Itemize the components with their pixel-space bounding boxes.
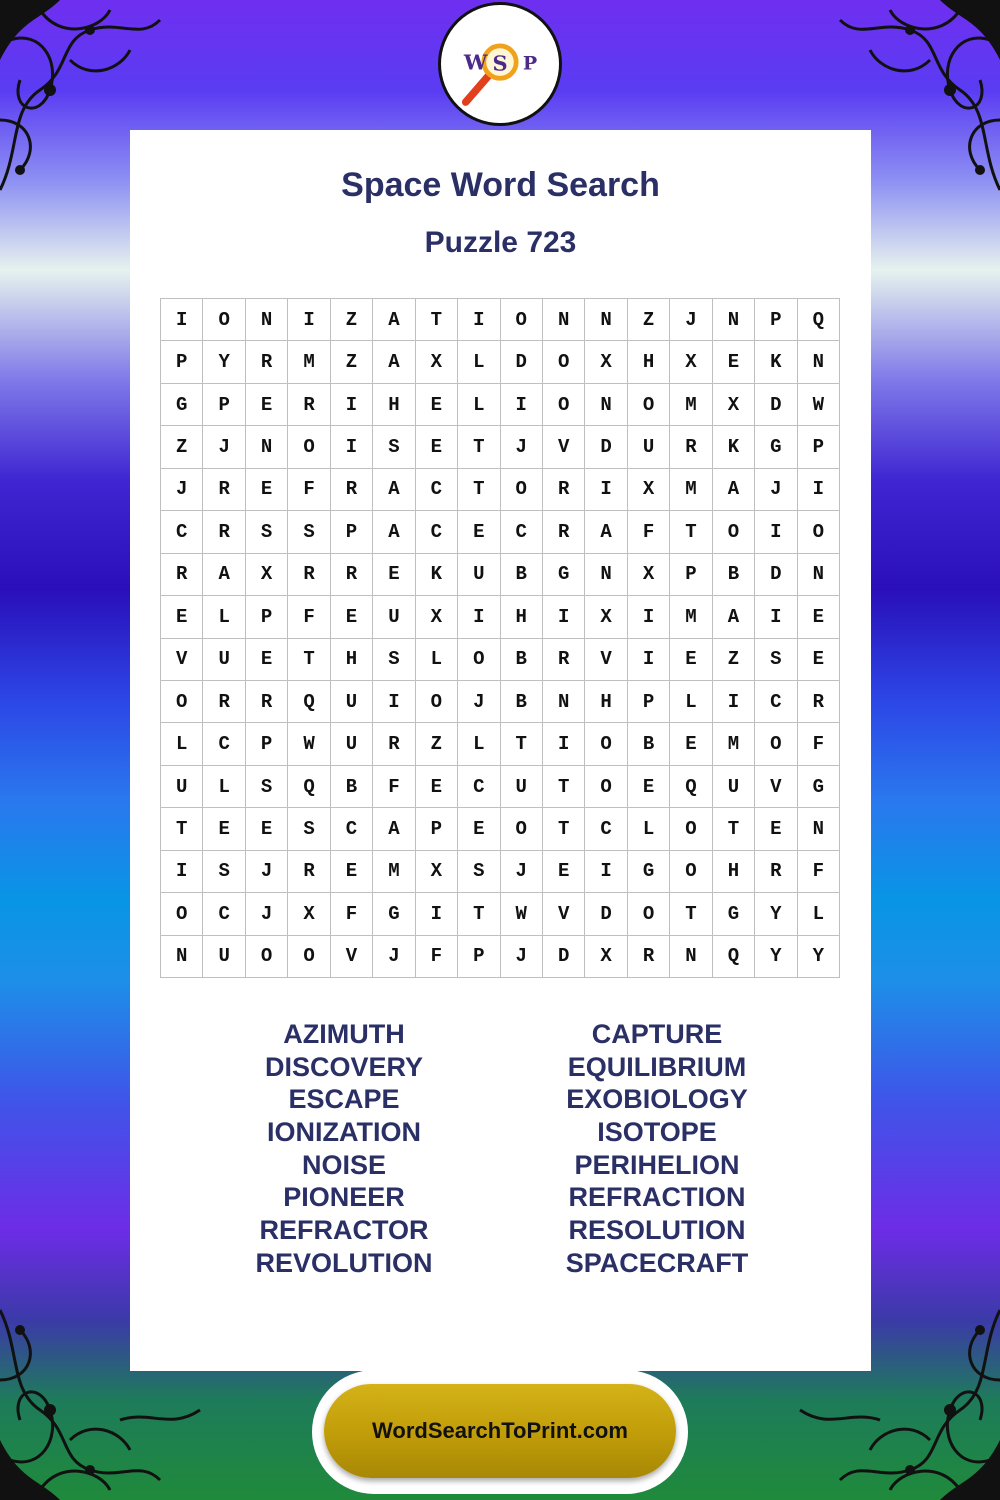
grid-cell[interactable]: R: [331, 554, 373, 596]
grid-cell[interactable]: I: [458, 299, 500, 341]
grid-cell[interactable]: X: [628, 469, 670, 511]
grid-cell[interactable]: O: [288, 426, 330, 468]
grid-cell[interactable]: P: [161, 341, 203, 383]
grid-cell[interactable]: G: [373, 893, 415, 935]
grid-cell[interactable]: H: [585, 681, 627, 723]
grid-cell[interactable]: B: [331, 766, 373, 808]
grid-cell[interactable]: S: [373, 639, 415, 681]
grid-cell[interactable]: L: [458, 384, 500, 426]
grid-cell[interactable]: N: [798, 341, 840, 383]
grid-cell[interactable]: C: [203, 893, 245, 935]
grid-cell[interactable]: P: [458, 936, 500, 978]
grid-cell[interactable]: E: [416, 384, 458, 426]
grid-cell[interactable]: X: [416, 341, 458, 383]
grid-cell[interactable]: Y: [798, 936, 840, 978]
grid-cell[interactable]: L: [798, 893, 840, 935]
grid-cell[interactable]: A: [713, 469, 755, 511]
grid-cell[interactable]: M: [670, 384, 712, 426]
grid-cell[interactable]: T: [458, 893, 500, 935]
grid-cell[interactable]: Y: [755, 936, 797, 978]
grid-cell[interactable]: O: [585, 723, 627, 765]
grid-cell[interactable]: Q: [288, 681, 330, 723]
grid-cell[interactable]: E: [161, 596, 203, 638]
grid-cell[interactable]: C: [416, 511, 458, 553]
grid-cell[interactable]: N: [543, 681, 585, 723]
word-item: NOISE: [301, 1149, 387, 1180]
grid-cell[interactable]: U: [161, 766, 203, 808]
grid-cell[interactable]: F: [416, 936, 458, 978]
grid-cell[interactable]: X: [246, 554, 288, 596]
grid-cell[interactable]: L: [161, 723, 203, 765]
grid-cell[interactable]: G: [543, 554, 585, 596]
grid-cell[interactable]: Q: [798, 299, 840, 341]
grid-cell[interactable]: E: [670, 723, 712, 765]
grid-cell[interactable]: Z: [161, 426, 203, 468]
grid-cell[interactable]: I: [458, 596, 500, 638]
grid-cell[interactable]: U: [373, 596, 415, 638]
grid-cell[interactable]: S: [373, 426, 415, 468]
grid-cell[interactable]: O: [416, 681, 458, 723]
grid-cell[interactable]: N: [798, 554, 840, 596]
grid-cell[interactable]: T: [713, 808, 755, 850]
grid-cell[interactable]: B: [713, 554, 755, 596]
grid-cell[interactable]: N: [585, 384, 627, 426]
grid-cell[interactable]: D: [543, 936, 585, 978]
grid-cell[interactable]: B: [628, 723, 670, 765]
word-list-left: [224, 1018, 464, 1280]
grid-cell[interactable]: Q: [713, 936, 755, 978]
grid-cell[interactable]: S: [246, 766, 288, 808]
grid-cell[interactable]: M: [713, 723, 755, 765]
grid-cell[interactable]: E: [416, 766, 458, 808]
grid-cell[interactable]: R: [798, 681, 840, 723]
word-item: PIONEER: [283, 1182, 405, 1213]
grid-cell[interactable]: X: [670, 341, 712, 383]
grid-cell[interactable]: M: [288, 341, 330, 383]
grid-cell[interactable]: X: [585, 596, 627, 638]
grid-cell[interactable]: O: [203, 299, 245, 341]
grid-cell[interactable]: Q: [670, 766, 712, 808]
grid-cell[interactable]: S: [288, 511, 330, 553]
grid-cell[interactable]: I: [161, 851, 203, 893]
grid-cell[interactable]: I: [543, 723, 585, 765]
grid-cell[interactable]: W: [501, 893, 543, 935]
grid-cell[interactable]: D: [585, 426, 627, 468]
grid-cell[interactable]: E: [628, 766, 670, 808]
grid-cell[interactable]: N: [585, 554, 627, 596]
grid-cell[interactable]: V: [585, 639, 627, 681]
grid-cell[interactable]: U: [501, 766, 543, 808]
grid-cell[interactable]: I: [373, 681, 415, 723]
grid-cell[interactable]: S: [458, 851, 500, 893]
grid-cell[interactable]: J: [501, 851, 543, 893]
puzzle-number: Puzzle 723: [424, 226, 577, 259]
grid-cell[interactable]: O: [161, 681, 203, 723]
grid-cell[interactable]: A: [203, 554, 245, 596]
grid-cell[interactable]: C: [203, 723, 245, 765]
grid-cell[interactable]: V: [331, 936, 373, 978]
grid-cell[interactable]: B: [501, 681, 543, 723]
grid-cell[interactable]: C: [755, 681, 797, 723]
grid-cell[interactable]: A: [713, 596, 755, 638]
grid-cell[interactable]: N: [798, 808, 840, 850]
grid-cell[interactable]: X: [288, 893, 330, 935]
grid-cell[interactable]: R: [246, 341, 288, 383]
grid-cell[interactable]: N: [161, 936, 203, 978]
grid-cell[interactable]: I: [585, 851, 627, 893]
grid-cell[interactable]: R: [755, 851, 797, 893]
grid-cell[interactable]: V: [161, 639, 203, 681]
grid-cell[interactable]: R: [288, 851, 330, 893]
grid-cell[interactable]: O: [628, 384, 670, 426]
grid-cell[interactable]: W: [798, 384, 840, 426]
grid-cell[interactable]: P: [798, 426, 840, 468]
word-item: CAPTURE: [591, 1019, 723, 1049]
grid-cell[interactable]: C: [585, 808, 627, 850]
grid-cell[interactable]: G: [628, 851, 670, 893]
page-title: Space Word Search: [341, 166, 660, 204]
grid-cell[interactable]: R: [203, 681, 245, 723]
grid-cell[interactable]: M: [670, 469, 712, 511]
grid-cell[interactable]: H: [373, 384, 415, 426]
grid-cell[interactable]: Z: [628, 299, 670, 341]
footer-pill: [312, 1370, 688, 1494]
magnifier-handle: [466, 74, 491, 103]
grid-cell[interactable]: E: [416, 426, 458, 468]
grid-cell[interactable]: O: [458, 639, 500, 681]
grid-cell[interactable]: R: [203, 469, 245, 511]
grid-cell[interactable]: L: [416, 639, 458, 681]
grid-cell[interactable]: Y: [203, 341, 245, 383]
grid-cell[interactable]: O: [288, 936, 330, 978]
grid-cell[interactable]: R: [203, 511, 245, 553]
grid-cell[interactable]: N: [246, 299, 288, 341]
grid-cell[interactable]: O: [713, 511, 755, 553]
site-link-button[interactable]: WordSearchToPrint.com: [324, 1384, 676, 1478]
word-item: IONIZATION: [267, 1117, 421, 1148]
grid-cell[interactable]: G: [713, 893, 755, 935]
grid-cell[interactable]: U: [203, 639, 245, 681]
grid-cell[interactable]: O: [543, 384, 585, 426]
grid-cell[interactable]: O: [501, 469, 543, 511]
word-item: DISCOVERY: [264, 1051, 424, 1082]
grid-cell[interactable]: J: [373, 936, 415, 978]
grid-cell[interactable]: T: [161, 808, 203, 850]
grid-cell[interactable]: T: [543, 808, 585, 850]
grid-cell[interactable]: O: [246, 936, 288, 978]
grid-cell[interactable]: E: [246, 469, 288, 511]
grid-cell[interactable]: X: [628, 554, 670, 596]
grid-cell[interactable]: A: [585, 511, 627, 553]
grid-cell[interactable]: O: [755, 723, 797, 765]
grid-cell[interactable]: W: [288, 723, 330, 765]
grid-cell[interactable]: A: [373, 808, 415, 850]
puzzle-card: [130, 130, 871, 1371]
word-item: ISOTOPE: [597, 1117, 717, 1148]
word-item: REFRACTION: [568, 1182, 746, 1213]
grid-cell[interactable]: Z: [331, 341, 373, 383]
grid-cell[interactable]: H: [713, 851, 755, 893]
grid-cell[interactable]: I: [331, 426, 373, 468]
grid-cell[interactable]: E: [755, 808, 797, 850]
grid-cell[interactable]: U: [331, 723, 373, 765]
grid-cell[interactable]: V: [543, 893, 585, 935]
grid-cell[interactable]: A: [373, 469, 415, 511]
grid-cell[interactable]: I: [331, 384, 373, 426]
grid-cell[interactable]: J: [458, 681, 500, 723]
grid-cell[interactable]: A: [373, 341, 415, 383]
grid-cell[interactable]: F: [288, 596, 330, 638]
grid-cell[interactable]: I: [628, 639, 670, 681]
grid-cell[interactable]: J: [501, 426, 543, 468]
grid-cell[interactable]: F: [798, 723, 840, 765]
grid-cell[interactable]: J: [203, 426, 245, 468]
grid-cell[interactable]: O: [501, 299, 543, 341]
grid-cell[interactable]: D: [501, 341, 543, 383]
grid-cell[interactable]: I: [798, 469, 840, 511]
grid-cell[interactable]: R: [161, 554, 203, 596]
grid-cell[interactable]: L: [628, 808, 670, 850]
grid-cell[interactable]: R: [246, 681, 288, 723]
grid-cell[interactable]: C: [501, 511, 543, 553]
grid-cell[interactable]: J: [246, 893, 288, 935]
grid-cell[interactable]: Z: [416, 723, 458, 765]
grid-cell[interactable]: F: [798, 851, 840, 893]
grid-cell[interactable]: P: [755, 299, 797, 341]
grid-cell[interactable]: U: [458, 554, 500, 596]
grid-cell[interactable]: B: [501, 554, 543, 596]
grid-cell[interactable]: E: [798, 596, 840, 638]
grid-cell[interactable]: N: [543, 299, 585, 341]
grid-cell[interactable]: P: [246, 723, 288, 765]
grid-cell[interactable]: R: [288, 384, 330, 426]
grid-cell[interactable]: J: [246, 851, 288, 893]
grid-cell[interactable]: T: [543, 766, 585, 808]
grid-cell[interactable]: T: [670, 893, 712, 935]
grid-cell[interactable]: V: [543, 426, 585, 468]
grid-cell[interactable]: N: [246, 426, 288, 468]
grid-cell[interactable]: R: [543, 511, 585, 553]
grid-cell[interactable]: C: [161, 511, 203, 553]
grid-cell[interactable]: I: [416, 893, 458, 935]
grid-cell[interactable]: N: [585, 299, 627, 341]
grid-cell[interactable]: R: [670, 426, 712, 468]
grid-cell[interactable]: O: [670, 808, 712, 850]
grid-cell[interactable]: X: [585, 936, 627, 978]
grid-cell[interactable]: O: [501, 808, 543, 850]
grid-cell[interactable]: C: [331, 808, 373, 850]
grid-cell[interactable]: I: [501, 384, 543, 426]
grid-cell[interactable]: T: [458, 426, 500, 468]
grid-cell[interactable]: T: [670, 511, 712, 553]
grid-cell[interactable]: S: [246, 511, 288, 553]
grid-cell[interactable]: X: [713, 384, 755, 426]
logo-letter-p: P: [522, 52, 538, 75]
grid-cell[interactable]: E: [798, 639, 840, 681]
grid-cell[interactable]: L: [458, 341, 500, 383]
word-list: [130, 1018, 871, 1280]
grid-cell[interactable]: M: [373, 851, 415, 893]
grid-cell[interactable]: I: [585, 469, 627, 511]
grid-cell[interactable]: P: [246, 596, 288, 638]
grid-cell[interactable]: E: [458, 808, 500, 850]
grid-cell[interactable]: P: [416, 808, 458, 850]
grid-cell[interactable]: S: [203, 851, 245, 893]
grid-cell[interactable]: E: [331, 596, 373, 638]
grid-cell[interactable]: P: [331, 511, 373, 553]
grid-cell[interactable]: H: [628, 341, 670, 383]
grid-cell[interactable]: I: [288, 299, 330, 341]
grid-cell[interactable]: E: [543, 851, 585, 893]
logo-letter-w: W: [463, 49, 488, 75]
word-item: SPACECRAFT: [565, 1247, 749, 1278]
grid-cell[interactable]: J: [161, 469, 203, 511]
letter-grid: [160, 298, 840, 978]
grid-cell[interactable]: N: [670, 936, 712, 978]
grid-cell[interactable]: M: [670, 596, 712, 638]
grid-cell[interactable]: O: [670, 851, 712, 893]
grid-cell[interactable]: Q: [288, 766, 330, 808]
grid-cell[interactable]: R: [331, 469, 373, 511]
grid-cell[interactable]: E: [246, 639, 288, 681]
grid-cell[interactable]: S: [755, 639, 797, 681]
grid-cell[interactable]: C: [458, 766, 500, 808]
grid-cell[interactable]: X: [585, 341, 627, 383]
grid-cell[interactable]: E: [670, 639, 712, 681]
word-item: ESCAPE: [288, 1084, 400, 1115]
grid-cell[interactable]: Z: [713, 639, 755, 681]
grid-cell[interactable]: K: [416, 554, 458, 596]
word-item: PERIHELION: [574, 1149, 740, 1180]
grid-cell[interactable]: X: [416, 596, 458, 638]
grid-cell[interactable]: T: [416, 299, 458, 341]
grid-cell[interactable]: G: [755, 426, 797, 468]
grid-cell[interactable]: E: [246, 384, 288, 426]
grid-cell[interactable]: I: [161, 299, 203, 341]
grid-cell[interactable]: L: [203, 766, 245, 808]
grid-cell[interactable]: U: [203, 936, 245, 978]
grid-cell[interactable]: R: [288, 554, 330, 596]
word-list-right: [537, 1018, 777, 1280]
wsp-logo[interactable]: [438, 2, 562, 126]
grid-cell[interactable]: I: [628, 596, 670, 638]
grid-cell[interactable]: B: [501, 639, 543, 681]
grid-cell[interactable]: J: [670, 299, 712, 341]
word-item: AZIMUTH: [283, 1019, 405, 1049]
grid-cell[interactable]: L: [203, 596, 245, 638]
word-item: EQUILIBRIUM: [567, 1051, 747, 1082]
grid-cell[interactable]: G: [161, 384, 203, 426]
grid-cell[interactable]: V: [755, 766, 797, 808]
grid-cell[interactable]: E: [373, 554, 415, 596]
word-item: REFRACTOR: [259, 1215, 429, 1246]
grid-cell[interactable]: R: [628, 936, 670, 978]
grid-cell[interactable]: I: [755, 596, 797, 638]
grid-cell[interactable]: E: [458, 511, 500, 553]
grid-cell[interactable]: O: [798, 511, 840, 553]
grid-cell[interactable]: A: [373, 299, 415, 341]
grid-cell[interactable]: L: [670, 681, 712, 723]
grid-cell[interactable]: O: [543, 341, 585, 383]
grid-cell[interactable]: D: [755, 384, 797, 426]
grid-cell[interactable]: U: [331, 681, 373, 723]
word-item: REVOLUTION: [255, 1247, 433, 1278]
grid-cell[interactable]: J: [501, 936, 543, 978]
grid-cell[interactable]: T: [458, 469, 500, 511]
word-item: RESOLUTION: [568, 1215, 746, 1246]
grid-cell[interactable]: D: [755, 554, 797, 596]
grid-cell[interactable]: E: [246, 808, 288, 850]
grid-cell[interactable]: R: [543, 639, 585, 681]
grid-cell[interactable]: A: [373, 511, 415, 553]
grid-cell[interactable]: H: [331, 639, 373, 681]
grid-cell[interactable]: R: [373, 723, 415, 765]
grid-cell[interactable]: X: [416, 851, 458, 893]
grid-cell[interactable]: O: [628, 893, 670, 935]
grid-cell[interactable]: I: [755, 511, 797, 553]
grid-cell[interactable]: K: [755, 341, 797, 383]
grid-cell[interactable]: F: [288, 469, 330, 511]
grid-cell[interactable]: N: [713, 299, 755, 341]
grid-cell[interactable]: E: [203, 808, 245, 850]
grid-cell[interactable]: K: [713, 426, 755, 468]
word-item: EXOBIOLOGY: [566, 1084, 748, 1115]
grid-cell[interactable]: Z: [331, 299, 373, 341]
grid-cell[interactable]: J: [755, 469, 797, 511]
grid-cell[interactable]: F: [628, 511, 670, 553]
grid-cell[interactable]: F: [331, 893, 373, 935]
grid-cell[interactable]: O: [161, 893, 203, 935]
grid-cell[interactable]: H: [501, 596, 543, 638]
grid-cell[interactable]: P: [628, 681, 670, 723]
grid-cell[interactable]: T: [501, 723, 543, 765]
grid-cell[interactable]: E: [713, 341, 755, 383]
grid-cell[interactable]: I: [713, 681, 755, 723]
grid-cell[interactable]: T: [288, 639, 330, 681]
grid-cell[interactable]: U: [628, 426, 670, 468]
grid-cell[interactable]: G: [798, 766, 840, 808]
grid-cell[interactable]: C: [416, 469, 458, 511]
grid-cell[interactable]: O: [585, 766, 627, 808]
grid-cell[interactable]: I: [543, 596, 585, 638]
grid-cell[interactable]: R: [543, 469, 585, 511]
grid-cell[interactable]: F: [373, 766, 415, 808]
grid-cell[interactable]: P: [203, 384, 245, 426]
grid-cell[interactable]: Y: [755, 893, 797, 935]
logo-letter-s: S: [492, 50, 508, 76]
grid-cell[interactable]: E: [331, 851, 373, 893]
grid-cell[interactable]: P: [670, 554, 712, 596]
grid-cell[interactable]: U: [713, 766, 755, 808]
grid-cell[interactable]: L: [458, 723, 500, 765]
grid-cell[interactable]: S: [288, 808, 330, 850]
grid-cell[interactable]: D: [585, 893, 627, 935]
